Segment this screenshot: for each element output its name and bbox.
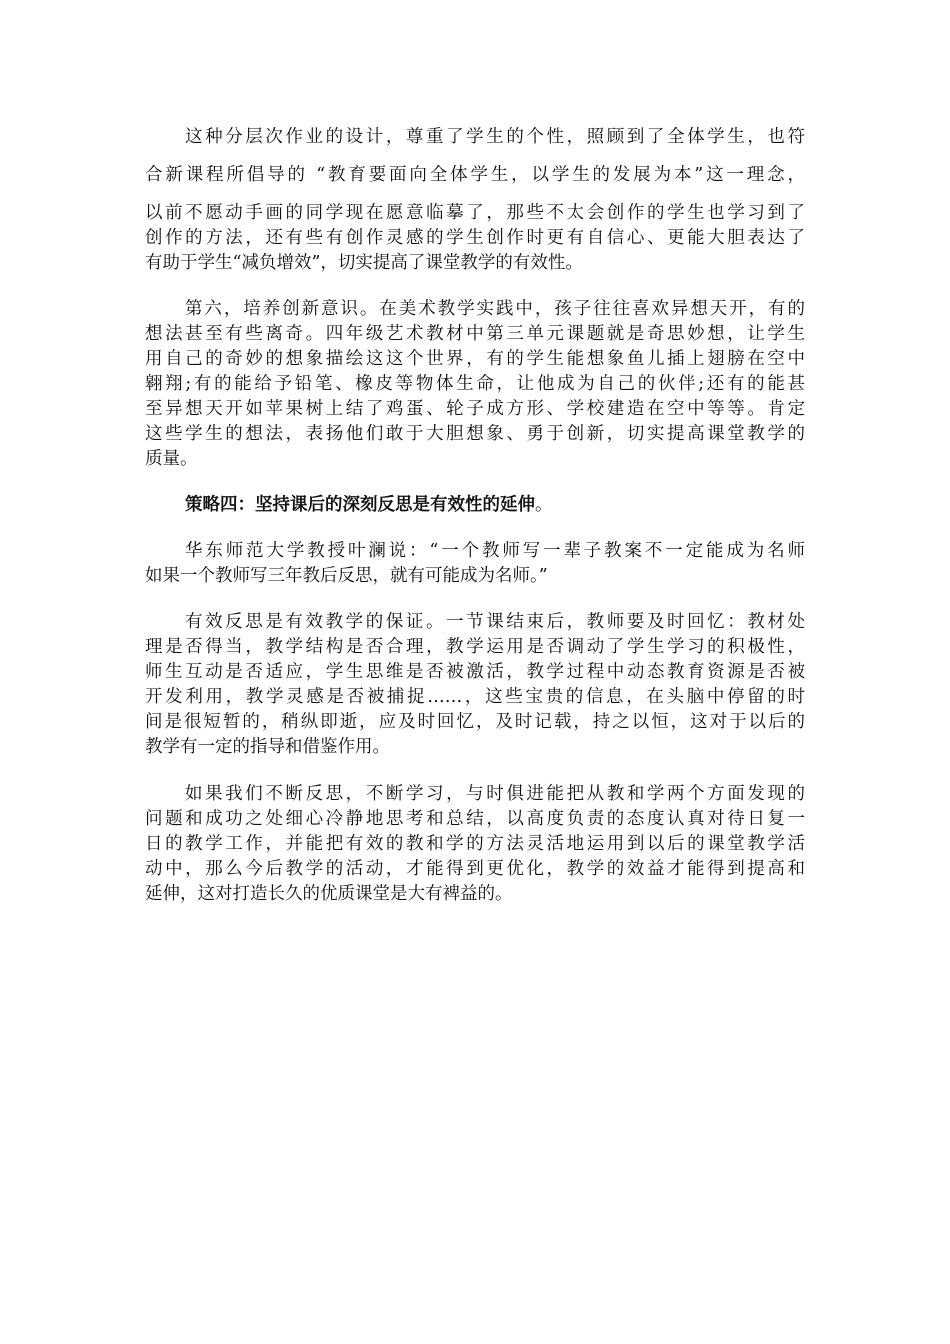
text-line: 日的教学工作，并能把有效的教和学的方法灵活地运用到以后的课堂教学活 bbox=[145, 834, 805, 854]
text-line: 有效反思是有效教学的保证。一节课结束后，教师要及时回忆：教材处 bbox=[185, 612, 805, 632]
text-line: 如果一个教师写三年教后反思，就有可能成为名师。” bbox=[145, 566, 548, 586]
text-line: 想法甚至有些离奇。四年级艺术教材中第三单元课题就是奇思妙想，让学生 bbox=[145, 324, 805, 344]
text-line: 以前不愿动手画的同学现在愿意临摹了，那些不太会创作的学生也学习到了 bbox=[145, 203, 805, 223]
text-line: 师生互动是否适应，学生思维是否被激活，教学过程中动态教育资源是否被 bbox=[145, 662, 805, 682]
text-line: 如果我们不断反思，不断学习，与时俱进能把从教和学两个方面发现的 bbox=[185, 784, 805, 804]
text-line: 这些学生的想法，表扬他们敢于大胆想象、勇于创新，切实提高课堂教学的 bbox=[145, 424, 805, 444]
heading-text: 策略四：坚持课后的深刻反思是有效性的延伸 bbox=[185, 495, 535, 515]
text-line: 合新课程所倡导的 “教育要面向全体学生，以学生的发展为本”这一理念， bbox=[145, 165, 805, 185]
text-line: 质量。 bbox=[145, 449, 198, 469]
text-line: 理是否得当，教学结构是否合理，教学运用是否调动了学生学习的积极性， bbox=[145, 637, 805, 657]
text-line: 动中，那么今后教学的活动，才能得到更优化，教学的效益才能得到提高和 bbox=[145, 859, 805, 879]
text-line: 间是很短暂的，稍纵即逝，应及时回忆，及时记载，持之以恒，这对于以后的 bbox=[145, 712, 805, 732]
text-line: 第六，培养创新意识。在美术教学实践中，孩子往往喜欢异想天开，有的 bbox=[185, 299, 805, 319]
text-line: 至异想天开如苹果树上结了鸡蛋、轮子成方形、学校建造在空中等等。肯定 bbox=[145, 399, 805, 419]
text-line: 开发利用，教学灵感是否被捕捉……，这些宝贵的信息，在头脑中停留的时 bbox=[145, 687, 805, 707]
text-line: 问题和成功之处细心冷静地思考和总结，以高度负责的态度认真对待日复一 bbox=[145, 809, 805, 829]
text-line: 有助于学生“减负增效”，切实提高了课堂教学的有效性。 bbox=[145, 253, 583, 273]
text-line: 用自己的奇妙的想象描绘这这个世界，有的学生能想象鱼儿插上翅膀在空中 bbox=[145, 349, 805, 369]
text-line: 华东师范大学教授叶澜说：“一个教师写一辈子教案不一定能成为名师 bbox=[185, 541, 805, 561]
text-line: 翱翔;有的能给予铅笔、橡皮等物体生命，让他成为自己的伙伴;还有的能甚 bbox=[145, 374, 805, 394]
heading-period: 。 bbox=[535, 495, 553, 515]
text-line: 这种分层次作业的设计，尊重了学生的个性，照顾到了全体学生，也符 bbox=[185, 127, 805, 147]
section-heading bbox=[185, 493, 805, 517]
text-line: 创作的方法，还有些有创作灵感的学生创作时更有自信心、更能大胆表达了 bbox=[145, 228, 805, 248]
text-line: 延伸，这对打造长久的优质课堂是大有裨益的。 bbox=[145, 884, 513, 904]
text-line: 教学有一定的指导和借鉴作用。 bbox=[145, 737, 390, 757]
